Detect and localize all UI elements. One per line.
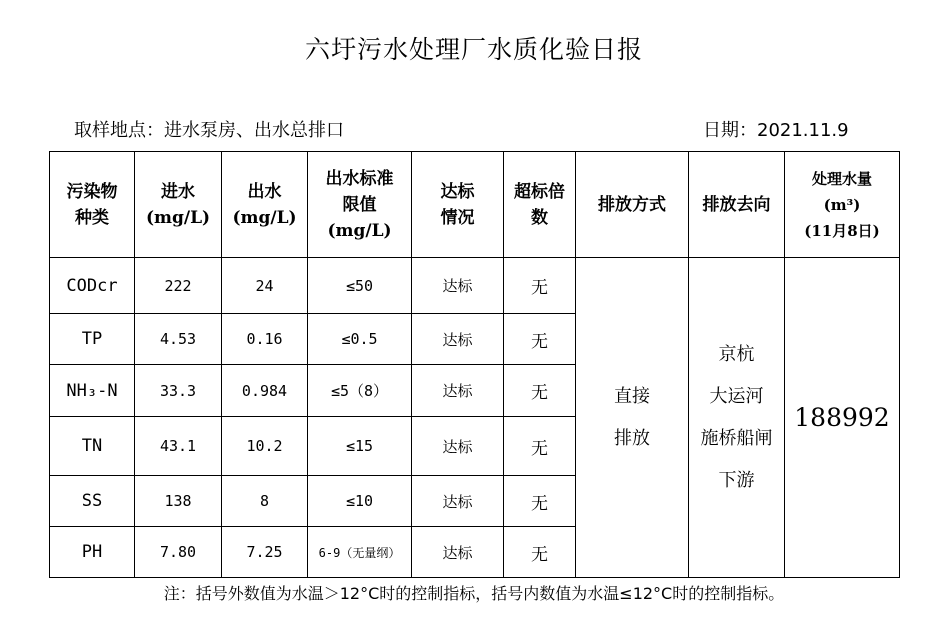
pollutant-cell: SS	[50, 476, 135, 527]
discharge-method-cell: 直接 排放	[576, 258, 689, 578]
header-volume: 处理水量 (m³) (11月8日)	[785, 152, 900, 258]
exceed-cell: 无	[504, 417, 576, 476]
header-pollutant: 污染物 种类	[50, 152, 135, 258]
pollutant-cell: TP	[50, 314, 135, 365]
status-cell: 达标	[412, 314, 504, 365]
sample-location: 取样地点：进水泵房、出水总排口	[74, 120, 344, 141]
limit-cell: ≤5（8）	[308, 365, 412, 417]
header-outflow: 出水 (mg/L)	[222, 152, 308, 258]
discharge-dest-cell: 京杭 大运河 施桥船闸 下游	[689, 258, 785, 578]
water-quality-table	[49, 151, 900, 578]
inflow-cell: 4.53	[135, 314, 222, 365]
limit-cell: 6-9（无量纲）	[308, 527, 412, 578]
header-inflow: 进水 (mg/L)	[135, 152, 222, 258]
inflow-cell: 43.1	[135, 417, 222, 476]
inflow-cell: 222	[135, 258, 222, 314]
pollutant-cell: NH₃-N	[50, 365, 135, 417]
footnote: 注：括号外数值为水温＞12°C时的控制指标，括号内数值为水温≤12°C时的控制指标。	[163, 584, 785, 603]
report-title: 六圩污水处理厂水质化验日报	[304, 35, 643, 64]
inflow-cell: 138	[135, 476, 222, 527]
status-cell: 达标	[412, 365, 504, 417]
table-row	[50, 258, 900, 314]
status-cell: 达标	[412, 258, 504, 314]
outflow-cell: 10.2	[222, 417, 308, 476]
treated-volume-cell: 188992	[785, 258, 900, 578]
exceed-cell: 无	[504, 476, 576, 527]
limit-cell: ≤0.5	[308, 314, 412, 365]
table-header-row	[50, 152, 900, 258]
header-exceed: 超标倍 数	[504, 152, 576, 258]
pollutant-cell: TN	[50, 417, 135, 476]
exceed-cell: 无	[504, 314, 576, 365]
report-date: 日期：2021.11.9	[703, 120, 849, 141]
header-compliance: 达标 情况	[412, 152, 504, 258]
pollutant-cell: CODcr	[50, 258, 135, 314]
header-discharge-method: 排放方式	[576, 152, 689, 258]
limit-cell: ≤10	[308, 476, 412, 527]
header-limit: 出水标准 限值 (mg/L)	[308, 152, 412, 258]
inflow-cell: 33.3	[135, 365, 222, 417]
exceed-cell: 无	[504, 365, 576, 417]
outflow-cell: 8	[222, 476, 308, 527]
header-discharge-dest: 排放去向	[689, 152, 785, 258]
pollutant-cell: PH	[50, 527, 135, 578]
limit-cell: ≤50	[308, 258, 412, 314]
status-cell: 达标	[412, 527, 504, 578]
status-cell: 达标	[412, 476, 504, 527]
outflow-cell: 24	[222, 258, 308, 314]
exceed-cell: 无	[504, 258, 576, 314]
outflow-cell: 0.984	[222, 365, 308, 417]
inflow-cell: 7.80	[135, 527, 222, 578]
exceed-cell: 无	[504, 527, 576, 578]
outflow-cell: 0.16	[222, 314, 308, 365]
outflow-cell: 7.25	[222, 527, 308, 578]
status-cell: 达标	[412, 417, 504, 476]
limit-cell: ≤15	[308, 417, 412, 476]
